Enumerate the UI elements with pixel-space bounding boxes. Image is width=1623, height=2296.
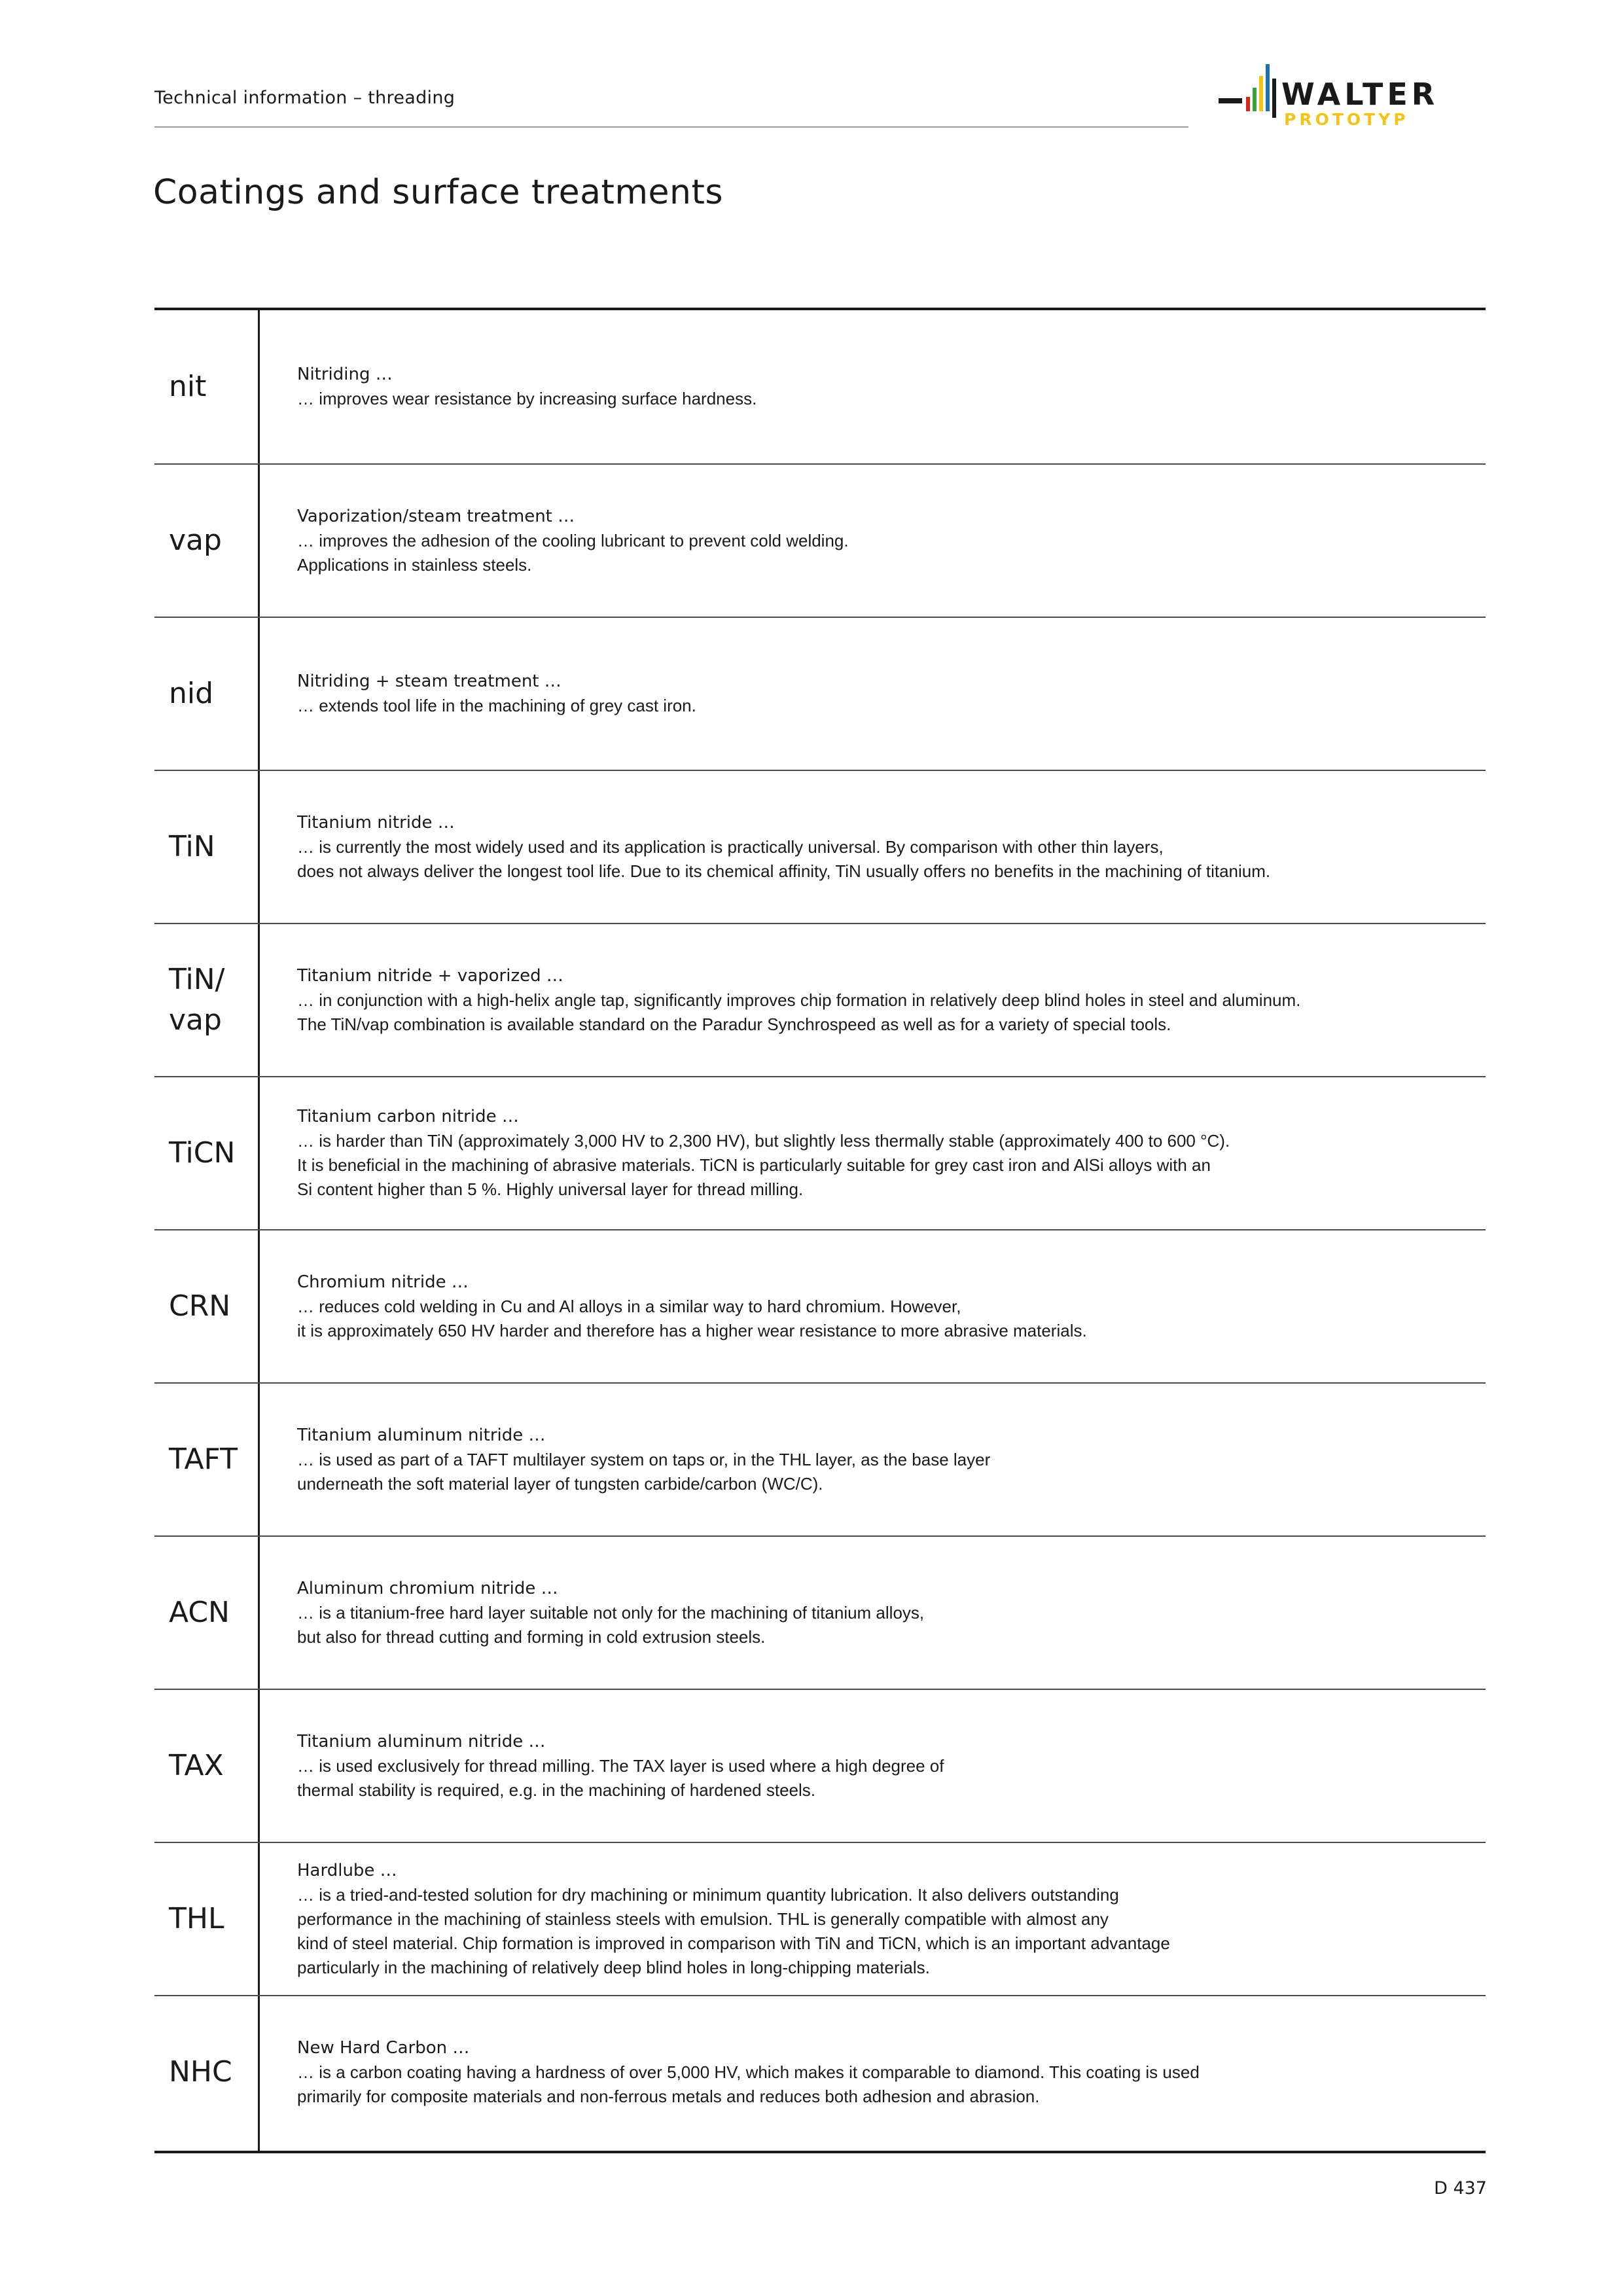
coating-description-line: … is a carbon coating having a hardness of over 5,000 HV, which makes it comparable to diamond. This coating is used <box>297 2062 1200 2082</box>
logo-bar-red <box>1246 97 1250 111</box>
coating-code: TiCN <box>169 1136 236 1170</box>
coating-title: Titanium nitride + vaporized … <box>297 965 563 986</box>
logo-wordmark: WALTER <box>1281 77 1439 112</box>
coating-row <box>154 1842 1486 1995</box>
coating-title: Vaporization/steam treatment … <box>297 506 575 526</box>
coating-description <box>297 618 1472 770</box>
coating-description-line: … is used as part of a TAFT multilayer system on taps or, in the THL layer, as the base layer <box>297 1449 991 1469</box>
coating-code: TiN <box>169 830 215 864</box>
coating-code: nit <box>169 370 207 404</box>
logo-bar-blue <box>1266 64 1270 111</box>
coating-row <box>154 1535 1486 1689</box>
coating-description <box>297 771 1472 923</box>
coating-description-line: particularly in the machining of relatively deep blind holes in long-chipping materials. <box>297 1957 930 1977</box>
coating-description-line: … extends tool life in the machining of grey cast iron. <box>297 696 696 715</box>
coating-description <box>297 1077 1472 1229</box>
page-number: D 437 <box>1434 2178 1487 2198</box>
coating-description-line: thermal stability is required, e.g. in the machining of hardened steels. <box>297 1780 815 1800</box>
coating-description-line: … is harder than TiN (approximately 3,000 HV to 2,300 HV), but slightly less thermally stable (approximately 400 to 600 °C). <box>297 1131 1230 1151</box>
coating-description <box>297 1843 1472 1995</box>
coating-description <box>297 310 1472 463</box>
coating-description-line: does not always deliver the longest tool life. Due to its chemical affinity, TiN usually offers no benefits in the machining of titanium. <box>297 861 1271 881</box>
coating-description <box>297 1384 1472 1535</box>
coating-description <box>297 1537 1472 1689</box>
coating-row <box>154 463 1486 617</box>
coating-row <box>154 1076 1486 1229</box>
logo-subtext: PROTOTYP <box>1284 110 1409 129</box>
coating-title: Nitriding … <box>297 365 393 384</box>
coating-description <box>297 1690 1472 1842</box>
coating-row <box>154 1382 1486 1535</box>
logo-bar-green <box>1253 88 1257 111</box>
coating-row <box>154 617 1486 770</box>
page-title: Coatings and surface treatments <box>153 173 723 212</box>
coating-description-line: … is a titanium-free hard layer suitable not only for the machining of titanium alloys, <box>297 1602 925 1623</box>
coating-title: Titanium carbon nitride … <box>297 1107 519 1126</box>
coating-title: Nitriding + steam treatment … <box>297 672 562 691</box>
coating-code: ACN <box>169 1596 230 1630</box>
walter-prototyp-logo <box>1219 59 1493 132</box>
coating-description <box>297 1230 1472 1382</box>
coating-title: Aluminum chromium nitride … <box>297 1578 558 1598</box>
coating-description-line: … in conjunction with a high-helix angle tap, significantly improves chip formation in relatively deep blind holes in steel and aluminum. <box>297 990 1301 1010</box>
coating-code: vap <box>169 524 222 558</box>
coating-description <box>297 1996 1472 2148</box>
logo-dash <box>1219 98 1242 103</box>
coating-description-line: performance in the machining of stainless steels with emulsion. THL is generally compatible with almost any <box>297 1909 1109 1929</box>
coating-row <box>154 1229 1486 1382</box>
logo-bar-yellow <box>1259 76 1263 111</box>
coating-row <box>154 1689 1486 1842</box>
coating-code: NHC <box>169 2055 232 2089</box>
coating-description <box>297 924 1472 1076</box>
coating-code: THL <box>169 1902 224 1936</box>
coating-description-line: Si content higher than 5 %. Highly universal layer for thread milling. <box>297 1179 804 1199</box>
logo-bar-black <box>1272 79 1276 118</box>
header-section-label: Technical information – threading <box>154 88 455 108</box>
coating-code: nid <box>169 677 214 711</box>
coating-description-line: kind of steel material. Chip formation is improved in comparison with TiN and TiCN, which is an important advantage <box>297 1933 1170 1953</box>
coating-description-line: … is a tried-and-tested solution for dry machining or minimum quantity lubrication. It also delivers outstanding <box>297 1884 1119 1905</box>
coating-row <box>154 1995 1486 2148</box>
coating-description-line: underneath the soft material layer of tungsten carbide/carbon (WC/C). <box>297 1473 823 1494</box>
coating-title: Titanium aluminum nitride … <box>297 1731 546 1751</box>
coating-code: TAX <box>169 1749 224 1783</box>
coating-code: TiN/ vap <box>169 963 225 1037</box>
coating-code: CRN <box>169 1289 231 1323</box>
coating-title: Titanium aluminum nitride … <box>297 1425 546 1445</box>
coating-row <box>154 770 1486 923</box>
coating-description-line: It is beneficial in the machining of abrasive materials. TiCN is particularly suitable for grey cast iron and AlSi alloys with an <box>297 1155 1211 1175</box>
coating-description-line: The TiN/vap combination is available standard on the Paradur Synchrospeed as well as for a variety of special tools. <box>297 1014 1171 1034</box>
coating-description-line: primarily for composite materials and non-ferrous metals and reduces both adhesion and abrasion. <box>297 2086 1040 2106</box>
coating-description <box>297 465 1472 617</box>
coating-title: Chromium nitride … <box>297 1272 469 1292</box>
coating-title: Hardlube … <box>297 1860 397 1880</box>
coating-description-line: … improves the adhesion of the cooling lubricant to prevent cold welding. <box>297 530 849 550</box>
coatings-table <box>154 308 1486 2153</box>
coating-description-line: but also for thread cutting and forming in cold extrusion steels. <box>297 1626 766 1647</box>
coating-code: TAFT <box>169 1443 238 1477</box>
coating-description-line: … is currently the most widely used and its application is practically universal. By comparison with other thin layers, <box>297 836 1164 857</box>
coating-title: Titanium nitride … <box>297 812 455 833</box>
coating-description-line: … improves wear resistance by increasing surface hardness. <box>297 389 757 408</box>
coating-title: New Hard Carbon … <box>297 2037 470 2058</box>
coating-row <box>154 923 1486 1076</box>
coating-description-line: … is used exclusively for thread milling. The TAX layer is used where a high degree of <box>297 1755 944 1776</box>
coating-description-line: it is approximately 650 HV harder and therefore has a higher wear resistance to more abrasive materials. <box>297 1320 1087 1340</box>
coating-description-line: … reduces cold welding in Cu and Al alloys in a similar way to hard chromium. However, <box>297 1296 961 1316</box>
coating-description-line: Applications in stainless steels. <box>297 554 532 575</box>
header-divider <box>154 126 1188 128</box>
coating-row <box>154 310 1486 463</box>
